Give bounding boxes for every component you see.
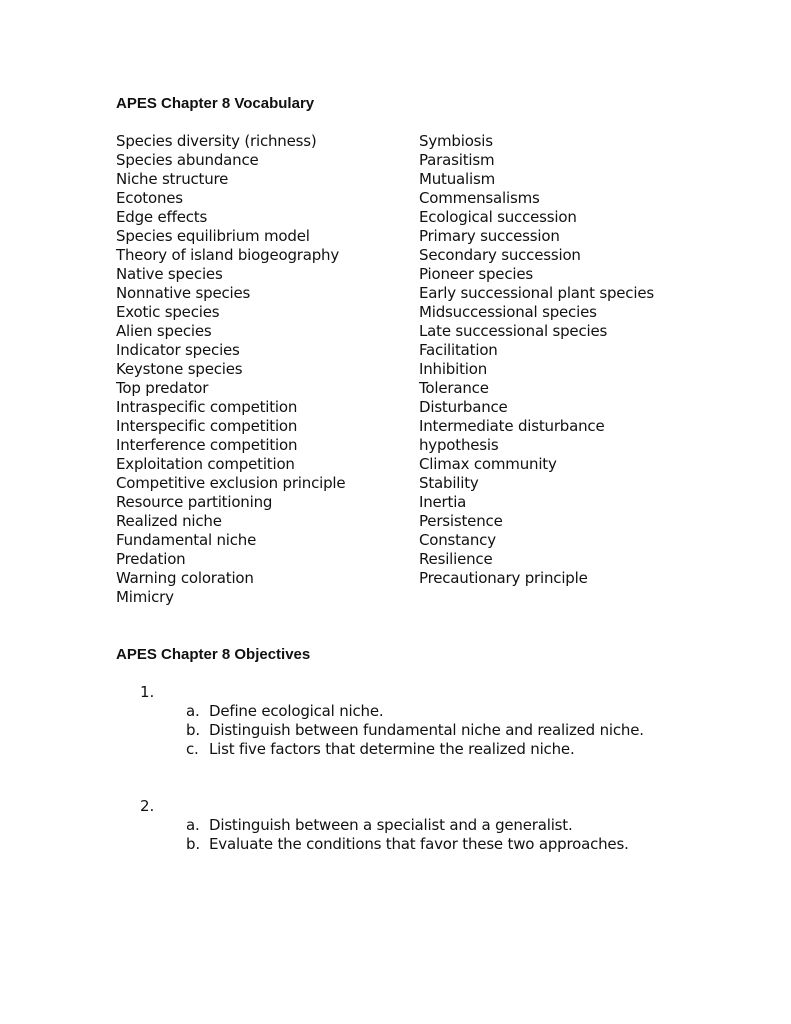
vocab-term: Tolerance [419, 379, 489, 397]
vocab-term: Constancy [419, 531, 496, 549]
vocab-term: Indicator species [116, 341, 240, 359]
vocab-term: Mutualism [419, 170, 495, 188]
vocabulary-list-left [116, 132, 345, 607]
vocab-term: Alien species [116, 322, 212, 340]
objective-subitem [186, 721, 644, 740]
vocab-term: Intermediate disturbance [419, 417, 605, 435]
subitem-letter: c. [186, 740, 199, 758]
vocab-term: Warning coloration [116, 569, 254, 587]
vocab-term: Interspecific competition [116, 417, 298, 435]
objective-subitem [186, 835, 629, 854]
vocab-term: Species abundance [116, 151, 259, 169]
vocab-term: Intraspecific competition [116, 398, 298, 416]
vocab-term: Facilitation [419, 341, 498, 359]
vocab-term: Ecotones [116, 189, 183, 207]
vocab-term: Edge effects [116, 208, 208, 226]
subitem-letter: a. [186, 702, 200, 720]
vocab-term: Keystone species [116, 360, 243, 378]
vocab-term: Late successional species [419, 322, 608, 340]
objective-subitem [186, 816, 573, 835]
vocab-term: Stability [419, 474, 479, 492]
vocab-term: Early successional plant species [419, 284, 654, 302]
vocabulary-title: APES Chapter 8 Vocabulary [116, 95, 315, 112]
vocab-term: Realized niche [116, 512, 222, 530]
vocab-term: Niche structure [116, 170, 229, 188]
vocab-term: Native species [116, 265, 223, 283]
subitem-text: Define ecological niche. [209, 702, 384, 720]
objective-number: 2. [140, 797, 155, 815]
vocab-term: Secondary succession [419, 246, 581, 264]
vocab-term: Resource partitioning [116, 493, 273, 511]
vocab-term: Precautionary principle [419, 569, 588, 587]
subitem-text: Distinguish between fundamental niche and realized niche. [209, 721, 644, 739]
vocab-term: Exploitation competition [116, 455, 295, 473]
objective-number: 1. [140, 683, 155, 701]
vocab-term: Inertia [419, 493, 467, 511]
vocab-term: hypothesis [419, 436, 499, 454]
vocab-term: Theory of island biogeography [116, 246, 340, 264]
objective-subitem [186, 702, 383, 721]
vocabulary-list-right [419, 132, 654, 588]
vocab-term: Climax community [419, 455, 557, 473]
objectives-title: APES Chapter 8 Objectives [116, 646, 311, 663]
vocab-term: Exotic species [116, 303, 220, 321]
vocab-term: Parasitism [419, 151, 495, 169]
vocab-term: Nonnative species [116, 284, 251, 302]
vocab-term: Symbiosis [419, 132, 493, 150]
vocab-term: Inhibition [419, 360, 488, 378]
vocab-term: Species equilibrium model [116, 227, 310, 245]
vocab-term: Mimicry [116, 588, 174, 606]
subitem-letter: b. [186, 835, 200, 853]
vocab-term: Pioneer species [419, 265, 533, 283]
vocab-term: Resilience [419, 550, 493, 568]
subitem-text: Distinguish between a specialist and a generalist. [209, 816, 573, 834]
vocab-term: Interference competition [116, 436, 298, 454]
vocab-term: Midsuccessional species [419, 303, 597, 321]
vocab-term: Species diversity (richness) [116, 132, 317, 150]
vocab-term: Predation [116, 550, 186, 568]
vocab-term: Ecological succession [419, 208, 577, 226]
vocab-term: Commensalisms [419, 189, 540, 207]
vocab-term: Primary succession [419, 227, 560, 245]
objective-subitem [186, 740, 575, 759]
vocab-term: Competitive exclusion principle [116, 474, 346, 492]
vocab-term: Top predator [116, 379, 209, 397]
subitem-text: List five factors that determine the realized niche. [209, 740, 575, 758]
vocab-term: Disturbance [419, 398, 508, 416]
subitem-letter: b. [186, 721, 200, 739]
subitem-letter: a. [186, 816, 200, 834]
subitem-text: Evaluate the conditions that favor these two approaches. [209, 835, 629, 853]
vocab-term: Persistence [419, 512, 503, 530]
vocab-term: Fundamental niche [116, 531, 257, 549]
